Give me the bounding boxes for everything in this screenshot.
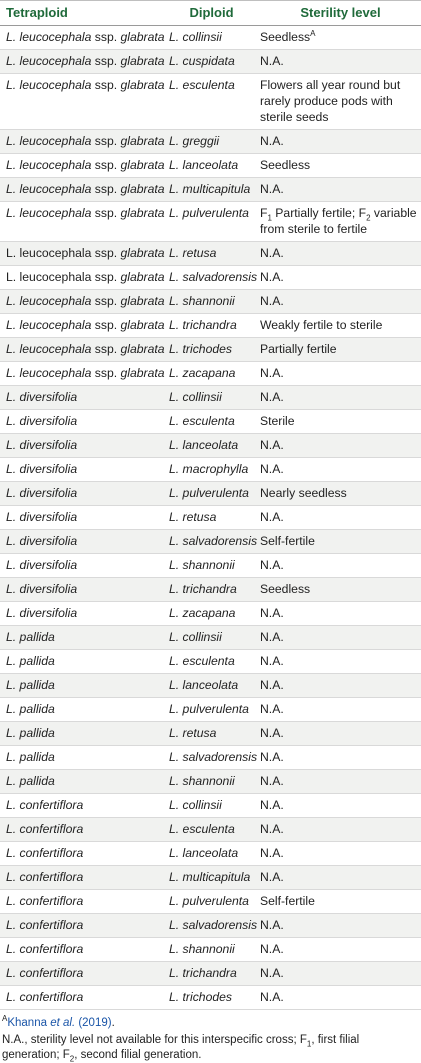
sterility-text: N.A.: [260, 246, 284, 260]
cell-diploid: L. lanceolata: [163, 434, 254, 458]
cell-diploid: L. collinsii: [163, 794, 254, 818]
cell-diploid: L. multicapitula: [163, 866, 254, 890]
cell-sterility: [254, 986, 421, 1010]
footnote-na-text-2: , first filial generation; F: [2, 1034, 360, 1061]
tetraploid-species: L. pallida: [6, 774, 55, 788]
cell-sterility: [254, 650, 421, 674]
sterility-text: N.A.: [260, 774, 284, 788]
tetraploid-species: L. diversifolia: [6, 438, 78, 452]
tetraploid-species: L. confertiflora: [6, 942, 84, 956]
sterility-text: N.A.: [260, 438, 284, 452]
sterility-text: N.A.: [260, 750, 284, 764]
sterility-text: N.A.: [260, 134, 284, 148]
cell-sterility: [254, 794, 421, 818]
cell-tetraploid: [0, 962, 163, 986]
sterility-text: N.A.: [260, 606, 284, 620]
tetraploid-subspecies: glabrata: [120, 78, 165, 92]
table-row: [0, 842, 421, 866]
cell-tetraploid: [0, 746, 163, 770]
cell-diploid: L. esculenta: [163, 650, 254, 674]
cell-tetraploid: [0, 178, 163, 202]
tetraploid-species: L. confertiflora: [6, 846, 84, 860]
tetraploid-subspecies: glabrata: [120, 270, 165, 284]
sterility-text: N.A.: [260, 366, 284, 380]
tetraploid-species: L. leucocephala: [6, 294, 92, 308]
tetraploid-species: L. leucocephala: [6, 78, 92, 92]
tetraploid-subspecies: glabrata: [120, 294, 165, 308]
cell-tetraploid: [0, 674, 163, 698]
cell-tetraploid: [0, 50, 163, 74]
table-row: [0, 962, 421, 986]
sterility-text: Partially fertile: [260, 342, 337, 356]
sterility-text: N.A.: [260, 942, 284, 956]
cell-sterility: [254, 434, 421, 458]
tetraploid-species: L. pallida: [6, 630, 55, 644]
table-row: [0, 554, 421, 578]
cell-diploid: L. shannonii: [163, 554, 254, 578]
cell-diploid: L. salvadorensis: [163, 266, 254, 290]
tetraploid-species: L. diversifolia: [6, 486, 78, 500]
cell-diploid: L. shannonii: [163, 290, 254, 314]
tetraploid-subspecies: glabrata: [120, 158, 165, 172]
footnote-na-text-3: , second filial generation.: [74, 1049, 202, 1061]
tetraploid-species: L. pallida: [6, 750, 55, 764]
cell-sterility: [254, 458, 421, 482]
cell-diploid: L. macrophylla: [163, 458, 254, 482]
cell-diploid: L. pulverulenta: [163, 202, 254, 242]
table-row: [0, 154, 421, 178]
footnote-a-marker: A: [2, 1014, 8, 1024]
tetraploid-subspecies: glabrata: [120, 246, 165, 260]
table-row: [0, 578, 421, 602]
table-row: [0, 530, 421, 554]
tetraploid-ssp-label: ssp.: [91, 182, 121, 196]
cell-tetraploid: [0, 794, 163, 818]
sterility-text: N.A.: [260, 462, 284, 476]
cell-sterility: [254, 746, 421, 770]
table-row: [0, 50, 421, 74]
table-row: [0, 130, 421, 154]
cell-sterility: [254, 130, 421, 154]
tetraploid-subspecies: glabrata: [120, 206, 165, 220]
cell-sterility: [254, 290, 421, 314]
cell-tetraploid: [0, 266, 163, 290]
table-row: [0, 458, 421, 482]
cell-diploid: L. trichodes: [163, 338, 254, 362]
tetraploid-species: L. leucocephala: [6, 158, 92, 172]
f1-text: Partially fertile;: [271, 206, 359, 220]
cell-tetraploid: [0, 506, 163, 530]
cell-sterility: [254, 674, 421, 698]
tetraploid-subspecies: glabrata: [120, 30, 165, 44]
cell-sterility: [254, 866, 421, 890]
cell-tetraploid: [0, 386, 163, 410]
tetraploid-species: L. diversifolia: [6, 558, 78, 572]
sterility-text: Seedless: [260, 158, 311, 172]
tetraploid-subspecies: glabrata: [120, 54, 165, 68]
tetraploid-ssp-label: ssp.: [91, 246, 121, 260]
sterility-text: Self-fertile: [260, 534, 315, 548]
cell-sterility: [254, 770, 421, 794]
table-row: [0, 602, 421, 626]
cell-sterility: [254, 842, 421, 866]
sterility-text: N.A.: [260, 798, 284, 812]
cell-sterility: [254, 154, 421, 178]
tetraploid-species: L. leucocephala: [6, 270, 92, 284]
cell-diploid: L. collinsii: [163, 626, 254, 650]
cell-sterility: [254, 626, 421, 650]
cell-diploid: L. zacapana: [163, 362, 254, 386]
table-row: [0, 914, 421, 938]
cell-sterility: [254, 578, 421, 602]
sterility-text: Weakly fertile to sterile: [260, 318, 383, 332]
cell-diploid: L. lanceolata: [163, 674, 254, 698]
table-row: [0, 722, 421, 746]
cell-tetraploid: [0, 722, 163, 746]
cell-diploid: L. retusa: [163, 506, 254, 530]
tetraploid-species: L. diversifolia: [6, 414, 78, 428]
footnote-a-link-year: (2019): [75, 1017, 112, 1029]
sterility-text: N.A.: [260, 966, 284, 980]
tetraploid-ssp-label: ssp.: [91, 294, 121, 308]
sterility-text: N.A.: [260, 870, 284, 884]
table-row: [0, 770, 421, 794]
table-row: [0, 482, 421, 506]
cell-tetraploid: [0, 434, 163, 458]
cell-sterility: [254, 818, 421, 842]
cell-tetraploid: [0, 938, 163, 962]
sterility-text: Seedless: [260, 30, 311, 44]
table-row: [0, 746, 421, 770]
tetraploid-species: L. diversifolia: [6, 510, 78, 524]
tetraploid-species: L. confertiflora: [6, 870, 84, 884]
sterility-text: N.A.: [260, 182, 284, 196]
tetraploid-species: L. leucocephala: [6, 54, 92, 68]
f1-subscript: 1: [267, 213, 272, 223]
cell-tetraploid: [0, 74, 163, 130]
table-row: [0, 674, 421, 698]
cell-tetraploid: [0, 914, 163, 938]
tetraploid-species: L. diversifolia: [6, 462, 78, 476]
tetraploid-species: L. confertiflora: [6, 894, 84, 908]
sterility-text: N.A.: [260, 822, 284, 836]
tetraploid-species: L. diversifolia: [6, 534, 78, 548]
footnote-na: [2, 1033, 417, 1063]
sterility-text: N.A.: [260, 918, 284, 932]
f2-symbol: F: [358, 206, 367, 220]
cell-sterility: [254, 938, 421, 962]
tetraploid-species: L. confertiflora: [6, 990, 84, 1004]
cell-sterility: [254, 506, 421, 530]
cell-diploid: L. shannonii: [163, 938, 254, 962]
tetraploid-species: L. diversifolia: [6, 606, 78, 620]
cell-sterility: [254, 530, 421, 554]
tetraploid-species: L. diversifolia: [6, 582, 78, 596]
tetraploid-ssp-label: ssp.: [91, 318, 121, 332]
table-footnotes: [0, 1010, 421, 1063]
footnote-marker: A: [310, 28, 316, 38]
footnote-a-link-etal: et al.: [50, 1017, 76, 1029]
cell-tetraploid: [0, 986, 163, 1010]
cell-sterility: [254, 914, 421, 938]
cell-tetraploid: [0, 458, 163, 482]
cell-diploid: L. trichandra: [163, 314, 254, 338]
table-row: [0, 202, 421, 242]
cell-tetraploid: [0, 242, 163, 266]
f2-text: variable from sterile to fertile: [260, 206, 417, 236]
table-row: [0, 26, 421, 50]
table-row: [0, 506, 421, 530]
tetraploid-species: L. leucocephala: [6, 182, 92, 196]
cell-sterility: [254, 722, 421, 746]
cell-sterility: [254, 338, 421, 362]
cell-diploid: L. collinsii: [163, 386, 254, 410]
sterility-text: Seedless: [260, 582, 311, 596]
sterility-text: Self-fertile: [260, 894, 315, 908]
table-row: [0, 626, 421, 650]
footnote-a: [2, 1016, 417, 1031]
tetraploid-ssp-label: ssp.: [91, 54, 121, 68]
cell-sterility: [254, 314, 421, 338]
tetraploid-species: L. confertiflora: [6, 918, 84, 932]
table-row: [0, 698, 421, 722]
cell-tetraploid: [0, 554, 163, 578]
cell-tetraploid: [0, 338, 163, 362]
footnote-a-link-author: Khanna: [7, 1017, 51, 1029]
tetraploid-species: L. leucocephala: [6, 342, 92, 356]
tetraploid-species: L. leucocephala: [6, 30, 92, 44]
tetraploid-ssp-label: ssp.: [91, 270, 121, 284]
sterility-text: N.A.: [260, 270, 284, 284]
sterility-text: N.A.: [260, 726, 284, 740]
sterility-text: N.A.: [260, 294, 284, 308]
footnote-a-link[interactable]: [7, 1017, 111, 1029]
sterility-text: N.A.: [260, 510, 284, 524]
table-row: [0, 866, 421, 890]
tetraploid-species: L. pallida: [6, 654, 55, 668]
tetraploid-species: L. leucocephala: [6, 318, 92, 332]
cell-sterility: [254, 242, 421, 266]
sterility-text: N.A.: [260, 702, 284, 716]
tetraploid-species: L. pallida: [6, 726, 55, 740]
table-row: [0, 386, 421, 410]
tetraploid-ssp-label: ssp.: [91, 206, 121, 220]
cell-tetraploid: [0, 578, 163, 602]
cell-tetraploid: [0, 698, 163, 722]
cell-sterility: [254, 74, 421, 130]
tetraploid-species: L. diversifolia: [6, 390, 78, 404]
cell-sterility: [254, 698, 421, 722]
tetraploid-species: L. leucocephala: [6, 134, 92, 148]
cell-diploid: L. cuspidata: [163, 50, 254, 74]
cell-tetraploid: [0, 650, 163, 674]
cell-diploid: L. lanceolata: [163, 842, 254, 866]
sterility-text: N.A.: [260, 558, 284, 572]
table-row: [0, 74, 421, 130]
cell-tetraploid: [0, 482, 163, 506]
cell-sterility: [254, 386, 421, 410]
f1-symbol: F: [260, 206, 268, 220]
sterility-text: N.A.: [260, 54, 284, 68]
cell-tetraploid: [0, 410, 163, 434]
sterility-text: N.A.: [260, 630, 284, 644]
table-row: [0, 266, 421, 290]
cell-tetraploid: [0, 866, 163, 890]
header-diploid: Diploid: [163, 1, 254, 26]
cell-sterility: [254, 178, 421, 202]
table-header-row: [0, 1, 421, 26]
cell-sterility: [254, 26, 421, 50]
cell-diploid: L. zacapana: [163, 602, 254, 626]
sterility-text: N.A.: [260, 678, 284, 692]
sterility-text: N.A.: [260, 390, 284, 404]
cell-diploid: L. esculenta: [163, 818, 254, 842]
sterility-text: N.A.: [260, 990, 284, 1004]
tetraploid-species: L. confertiflora: [6, 822, 84, 836]
header-tetraploid: Tetraploid: [0, 1, 163, 26]
sterility-text: N.A.: [260, 654, 284, 668]
table-row: [0, 314, 421, 338]
tetraploid-subspecies: glabrata: [120, 342, 165, 356]
tetraploid-ssp-label: ssp.: [91, 342, 121, 356]
cell-diploid: L. retusa: [163, 242, 254, 266]
cell-diploid: L. greggii: [163, 130, 254, 154]
tetraploid-subspecies: glabrata: [120, 134, 165, 148]
table-row: [0, 410, 421, 434]
cell-tetraploid: [0, 362, 163, 386]
cell-tetraploid: [0, 530, 163, 554]
cell-diploid: L. pulverulenta: [163, 482, 254, 506]
cell-tetraploid: [0, 290, 163, 314]
footnote-na-text-1: N.A., sterility level not available for this interspecific cross; F: [2, 1034, 307, 1046]
table-body: [0, 26, 421, 1010]
cell-sterility: [254, 554, 421, 578]
cell-diploid: L. esculenta: [163, 74, 254, 130]
tetraploid-species: L. leucocephala: [6, 206, 92, 220]
cell-tetraploid: [0, 202, 163, 242]
cell-sterility: [254, 362, 421, 386]
table-row: [0, 434, 421, 458]
cell-diploid: L. esculenta: [163, 410, 254, 434]
footnote-a-period: .: [111, 1017, 115, 1029]
cell-diploid: L. pulverulenta: [163, 698, 254, 722]
table-row: [0, 986, 421, 1010]
sterility-text: N.A.: [260, 846, 284, 860]
cell-diploid: L. pulverulenta: [163, 890, 254, 914]
table-row: [0, 290, 421, 314]
cell-diploid: L. lanceolata: [163, 154, 254, 178]
cell-diploid: L. salvadorensis: [163, 746, 254, 770]
tetraploid-subspecies: glabrata: [120, 318, 165, 332]
table-row: [0, 362, 421, 386]
table-row: [0, 890, 421, 914]
cell-diploid: L. collinsii: [163, 26, 254, 50]
table-row: [0, 650, 421, 674]
table-row: [0, 178, 421, 202]
f2-subscript: 2: [366, 213, 371, 223]
cell-sterility: [254, 482, 421, 506]
tetraploid-ssp-label: ssp.: [91, 134, 121, 148]
cell-diploid: L. salvadorensis: [163, 530, 254, 554]
table-row: [0, 818, 421, 842]
tetraploid-species: L. confertiflora: [6, 966, 84, 980]
cell-diploid: L. multicapitula: [163, 178, 254, 202]
cell-sterility: [254, 602, 421, 626]
tetraploid-ssp-label: ssp.: [91, 78, 121, 92]
tetraploid-species: L. pallida: [6, 702, 55, 716]
cell-tetraploid: [0, 26, 163, 50]
tetraploid-ssp-label: ssp.: [91, 366, 121, 380]
tetraploid-species: L. pallida: [6, 678, 55, 692]
table-row: [0, 242, 421, 266]
cell-sterility: [254, 890, 421, 914]
cell-tetraploid: [0, 314, 163, 338]
tetraploid-species: L. leucocephala: [6, 246, 92, 260]
cell-tetraploid: [0, 626, 163, 650]
cell-sterility: [254, 202, 421, 242]
cell-tetraploid: [0, 842, 163, 866]
footnote-na-sub-2: 2: [69, 1054, 75, 1063]
tetraploid-species: L. leucocephala: [6, 366, 92, 380]
cell-tetraploid: [0, 770, 163, 794]
cell-tetraploid: [0, 890, 163, 914]
footnote-na-sub-1: 1: [306, 1039, 312, 1049]
table-row: [0, 938, 421, 962]
sterility-text: Nearly seedless: [260, 486, 347, 500]
tetraploid-ssp-label: ssp.: [91, 30, 121, 44]
cell-sterility: [254, 50, 421, 74]
tetraploid-ssp-label: ssp.: [91, 158, 121, 172]
cell-diploid: L. trichodes: [163, 986, 254, 1010]
sterility-text: Flowers all year round but rarely produce pods with sterile seeds: [260, 78, 401, 124]
cell-sterility: [254, 410, 421, 434]
table-row: [0, 794, 421, 818]
cell-diploid: L. salvadorensis: [163, 914, 254, 938]
sterility-text: Sterile: [260, 414, 295, 428]
header-sterility: Sterility level: [254, 1, 421, 26]
tetraploid-species: L. confertiflora: [6, 798, 84, 812]
tetraploid-subspecies: glabrata: [120, 366, 165, 380]
cell-sterility: [254, 266, 421, 290]
cell-tetraploid: [0, 602, 163, 626]
cell-diploid: L. shannonii: [163, 770, 254, 794]
cell-tetraploid: [0, 130, 163, 154]
cell-diploid: L. retusa: [163, 722, 254, 746]
table-row: [0, 338, 421, 362]
cell-diploid: L. trichandra: [163, 578, 254, 602]
cell-sterility: [254, 962, 421, 986]
cell-diploid: L. trichandra: [163, 962, 254, 986]
cell-tetraploid: [0, 154, 163, 178]
cell-tetraploid: [0, 818, 163, 842]
tetraploid-subspecies: glabrata: [120, 182, 165, 196]
